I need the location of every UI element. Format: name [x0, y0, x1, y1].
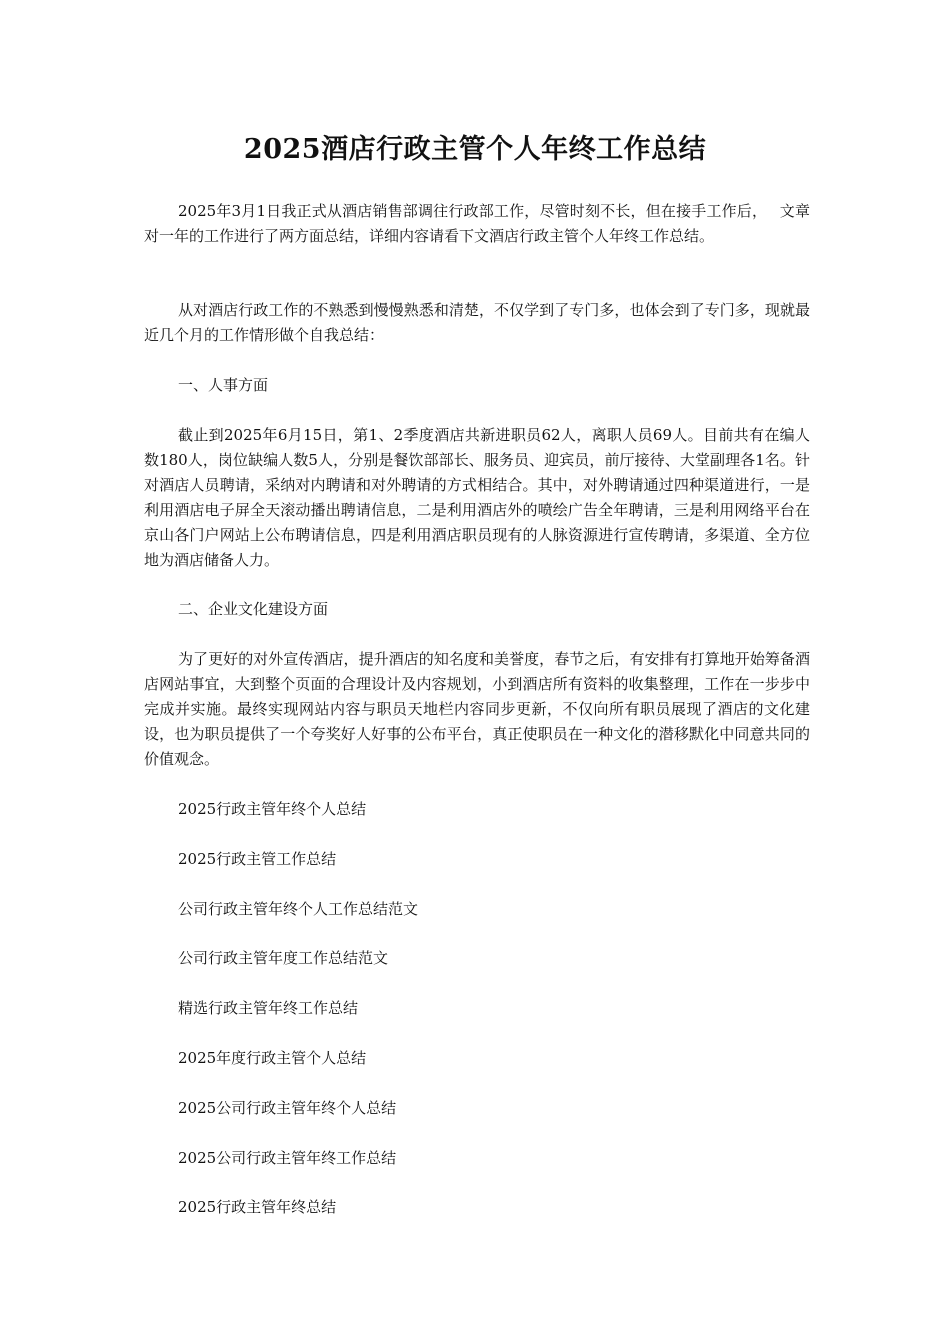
related-link[interactable]: [178, 797, 818, 847]
related-link-text[interactable]: 公司行政主管年终个人工作总结范文: [178, 899, 419, 918]
section-body-personnel: 截止到2025年6月15日，第1、2季度酒店共新进职员62人，离职人员69人。目前共有在编人数180人，岗位缺编人数5人，分别是餐饮部部长、服务员、迎宾员，前厅接待、大堂副理各1名。针对酒店人员聘请，采纳对内聘请和对外聘请的方式相结合。其中，对外聘请通过四种渠道进行，一是利用酒店电子屏全天滚动播出聘请信息，二是利用酒店外的喷绘广告全年聘请，三是利用网络平台在京山各门户网站上公布聘请信息，四是利用酒店职员现有的人脉资源进行宣传聘请，多渠道、全方位地为酒店储备人力。: [144, 426, 810, 569]
related-link[interactable]: [178, 1195, 818, 1245]
section-heading-culture: 二、企业文化建设方面: [178, 600, 329, 618]
page-title: 2025酒店行政主管个人年终工作总结: [243, 134, 707, 165]
related-link-text[interactable]: 2025行政主管年终个人总结: [178, 800, 367, 818]
section-body-culture: 为了更好的对外宣传酒店，提升酒店的知名度和美誉度，春节之后，有安排有打算地开始筹备酒店网站事宜，大到整个页面的合理设计及内容规划，小到酒店所有资料的收集整理，工作在一步步中完成并实施。最终实现网站内容与职员天地栏内容同步更新，不仅向所有职员展现了酒店的文化建设，也为职员提供了一个夸奖好人好事的公布平台，真正使职员在一种文化的潜移默化中同意共同的价值观念。: [144, 650, 810, 768]
related-link[interactable]: [178, 897, 818, 947]
related-link-text[interactable]: 2025公司行政主管年终个人总结: [178, 1098, 397, 1117]
related-link[interactable]: [178, 847, 818, 897]
related-link-text[interactable]: 精选行政主管年终工作总结: [178, 999, 359, 1018]
overview-paragraph: 从对酒店行政工作的不熟悉到慢慢熟悉和清楚，不仅学到了专门多，也体会到了专门多，现就最近几个月的工作情形做个自我总结：: [144, 301, 810, 344]
related-link[interactable]: [178, 1046, 818, 1096]
section-heading-personnel: 一、人事方面: [178, 376, 269, 394]
related-link[interactable]: [178, 996, 818, 1046]
related-link-text[interactable]: 2025公司行政主管年终工作总结: [178, 1148, 397, 1167]
intro-paragraph: 2025年3月1日我正式从酒店销售部调往行政部工作，尽管时刻不长，但在接手工作后， 文章对一年的工作进行了两方面总结，详细内容请看下文酒店行政主管个人年终工作总结。: [144, 202, 810, 245]
related-link[interactable]: [178, 1096, 818, 1146]
related-links-list: [178, 797, 818, 1245]
related-link-text[interactable]: 2025年度行政主管个人总结: [178, 1048, 367, 1067]
related-link-text[interactable]: 2025行政主管工作总结: [178, 849, 337, 868]
related-link-text[interactable]: 2025行政主管年终总结: [178, 1198, 337, 1217]
related-link[interactable]: [178, 1146, 818, 1196]
related-link[interactable]: [178, 946, 818, 996]
related-link-text[interactable]: 公司行政主管年度工作总结范文: [178, 949, 389, 968]
